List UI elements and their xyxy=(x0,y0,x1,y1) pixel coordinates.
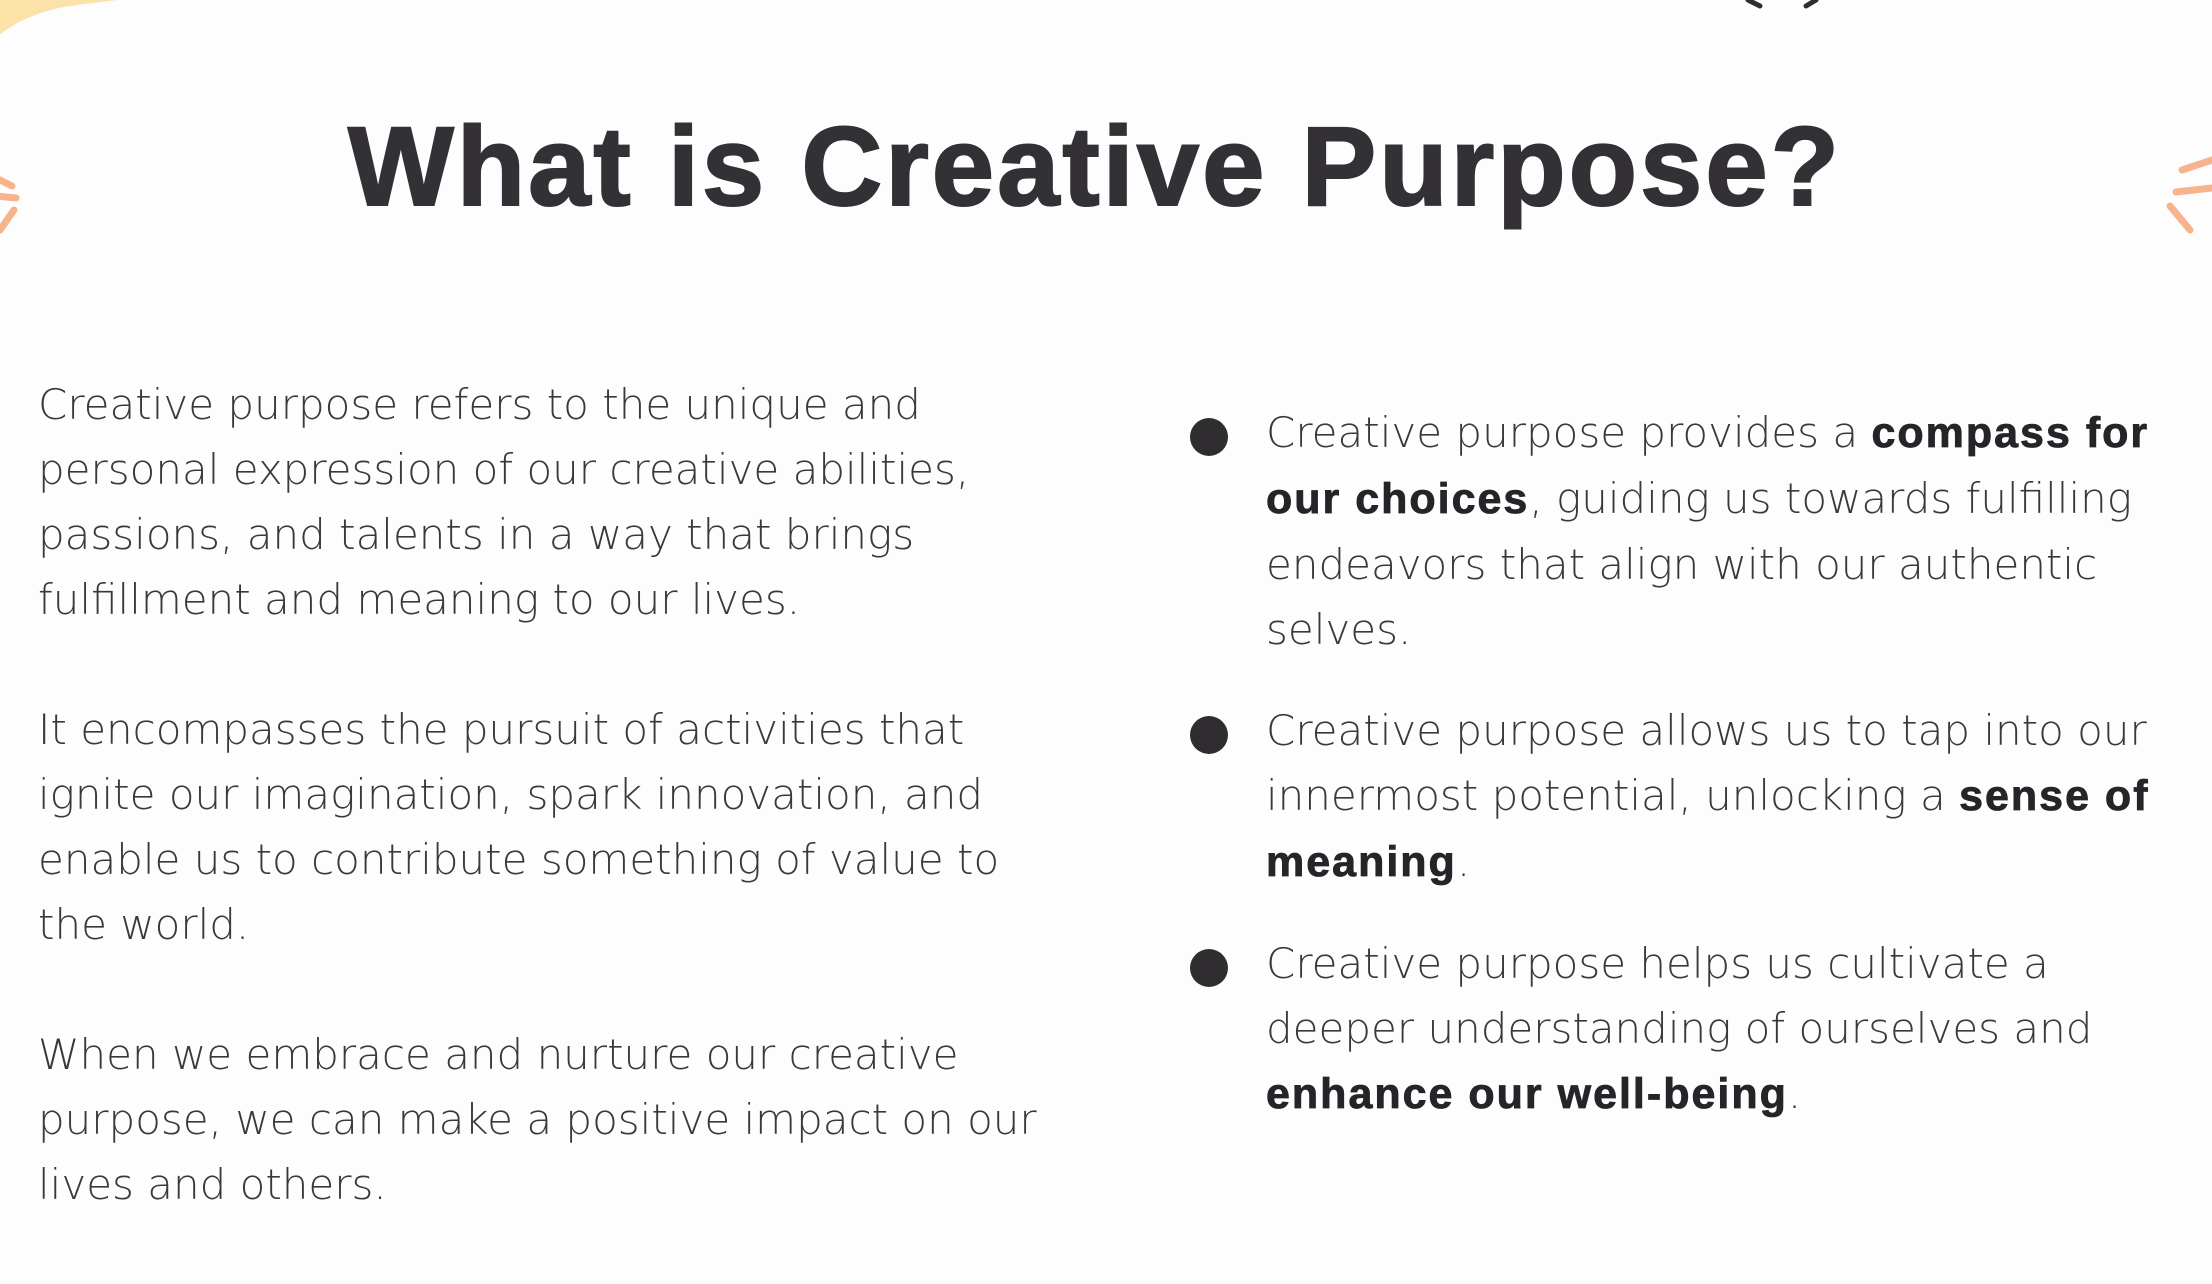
bullet-text: Creative purpose helps us cultivate a deeper understanding of ourselves and xyxy=(1266,939,2093,1053)
bullet-item-compass xyxy=(1190,400,2190,662)
bullet-dot-icon xyxy=(1190,949,1228,987)
intro-column xyxy=(38,372,1078,1217)
intro-paragraph-2: It encompasses the pursuit of activities that ignite our imagination, spark innovation, and enable us to contribute something of value to the world. xyxy=(38,705,1000,949)
bullet-item-meaning xyxy=(1190,698,2190,895)
page-title: What is Creative Purpose? xyxy=(347,104,1843,229)
bullet-item-well-being xyxy=(1190,931,2190,1127)
bullet-highlight: compass for our choices xyxy=(1266,409,2150,523)
bullet-dot-icon xyxy=(1190,716,1228,754)
bullet-list xyxy=(1190,400,2190,1127)
top-edge-decoration-icon xyxy=(1740,0,1830,14)
yellow-blob-decoration-icon xyxy=(0,0,200,50)
bullet-text: . xyxy=(1456,837,1471,886)
bullet-text: , guiding us towards fulfilling endeavors that align with our authentic selves. xyxy=(1266,474,2132,654)
intro-paragraph-1: Creative purpose refers to the unique and personal expression of our creative abilities, passions, and talents in a way that brings fulfillment and meaning to our lives. xyxy=(38,380,970,624)
bullet-text: . xyxy=(1787,1069,1802,1118)
intro-paragraph-3: When we embrace and nurture our creative purpose, we can make a positive impact on our lives and others. xyxy=(38,1030,1037,1209)
bullet-highlight: enhance our well-being xyxy=(1266,1070,1788,1118)
bullet-text: Creative purpose allows us to tap into our innermost potential, unlocking a xyxy=(1266,706,2147,820)
bullet-text: Creative purpose provides a xyxy=(1266,408,1872,457)
bullet-dot-icon xyxy=(1190,418,1228,456)
bullet-highlight: sense of meaning xyxy=(1266,772,2150,886)
